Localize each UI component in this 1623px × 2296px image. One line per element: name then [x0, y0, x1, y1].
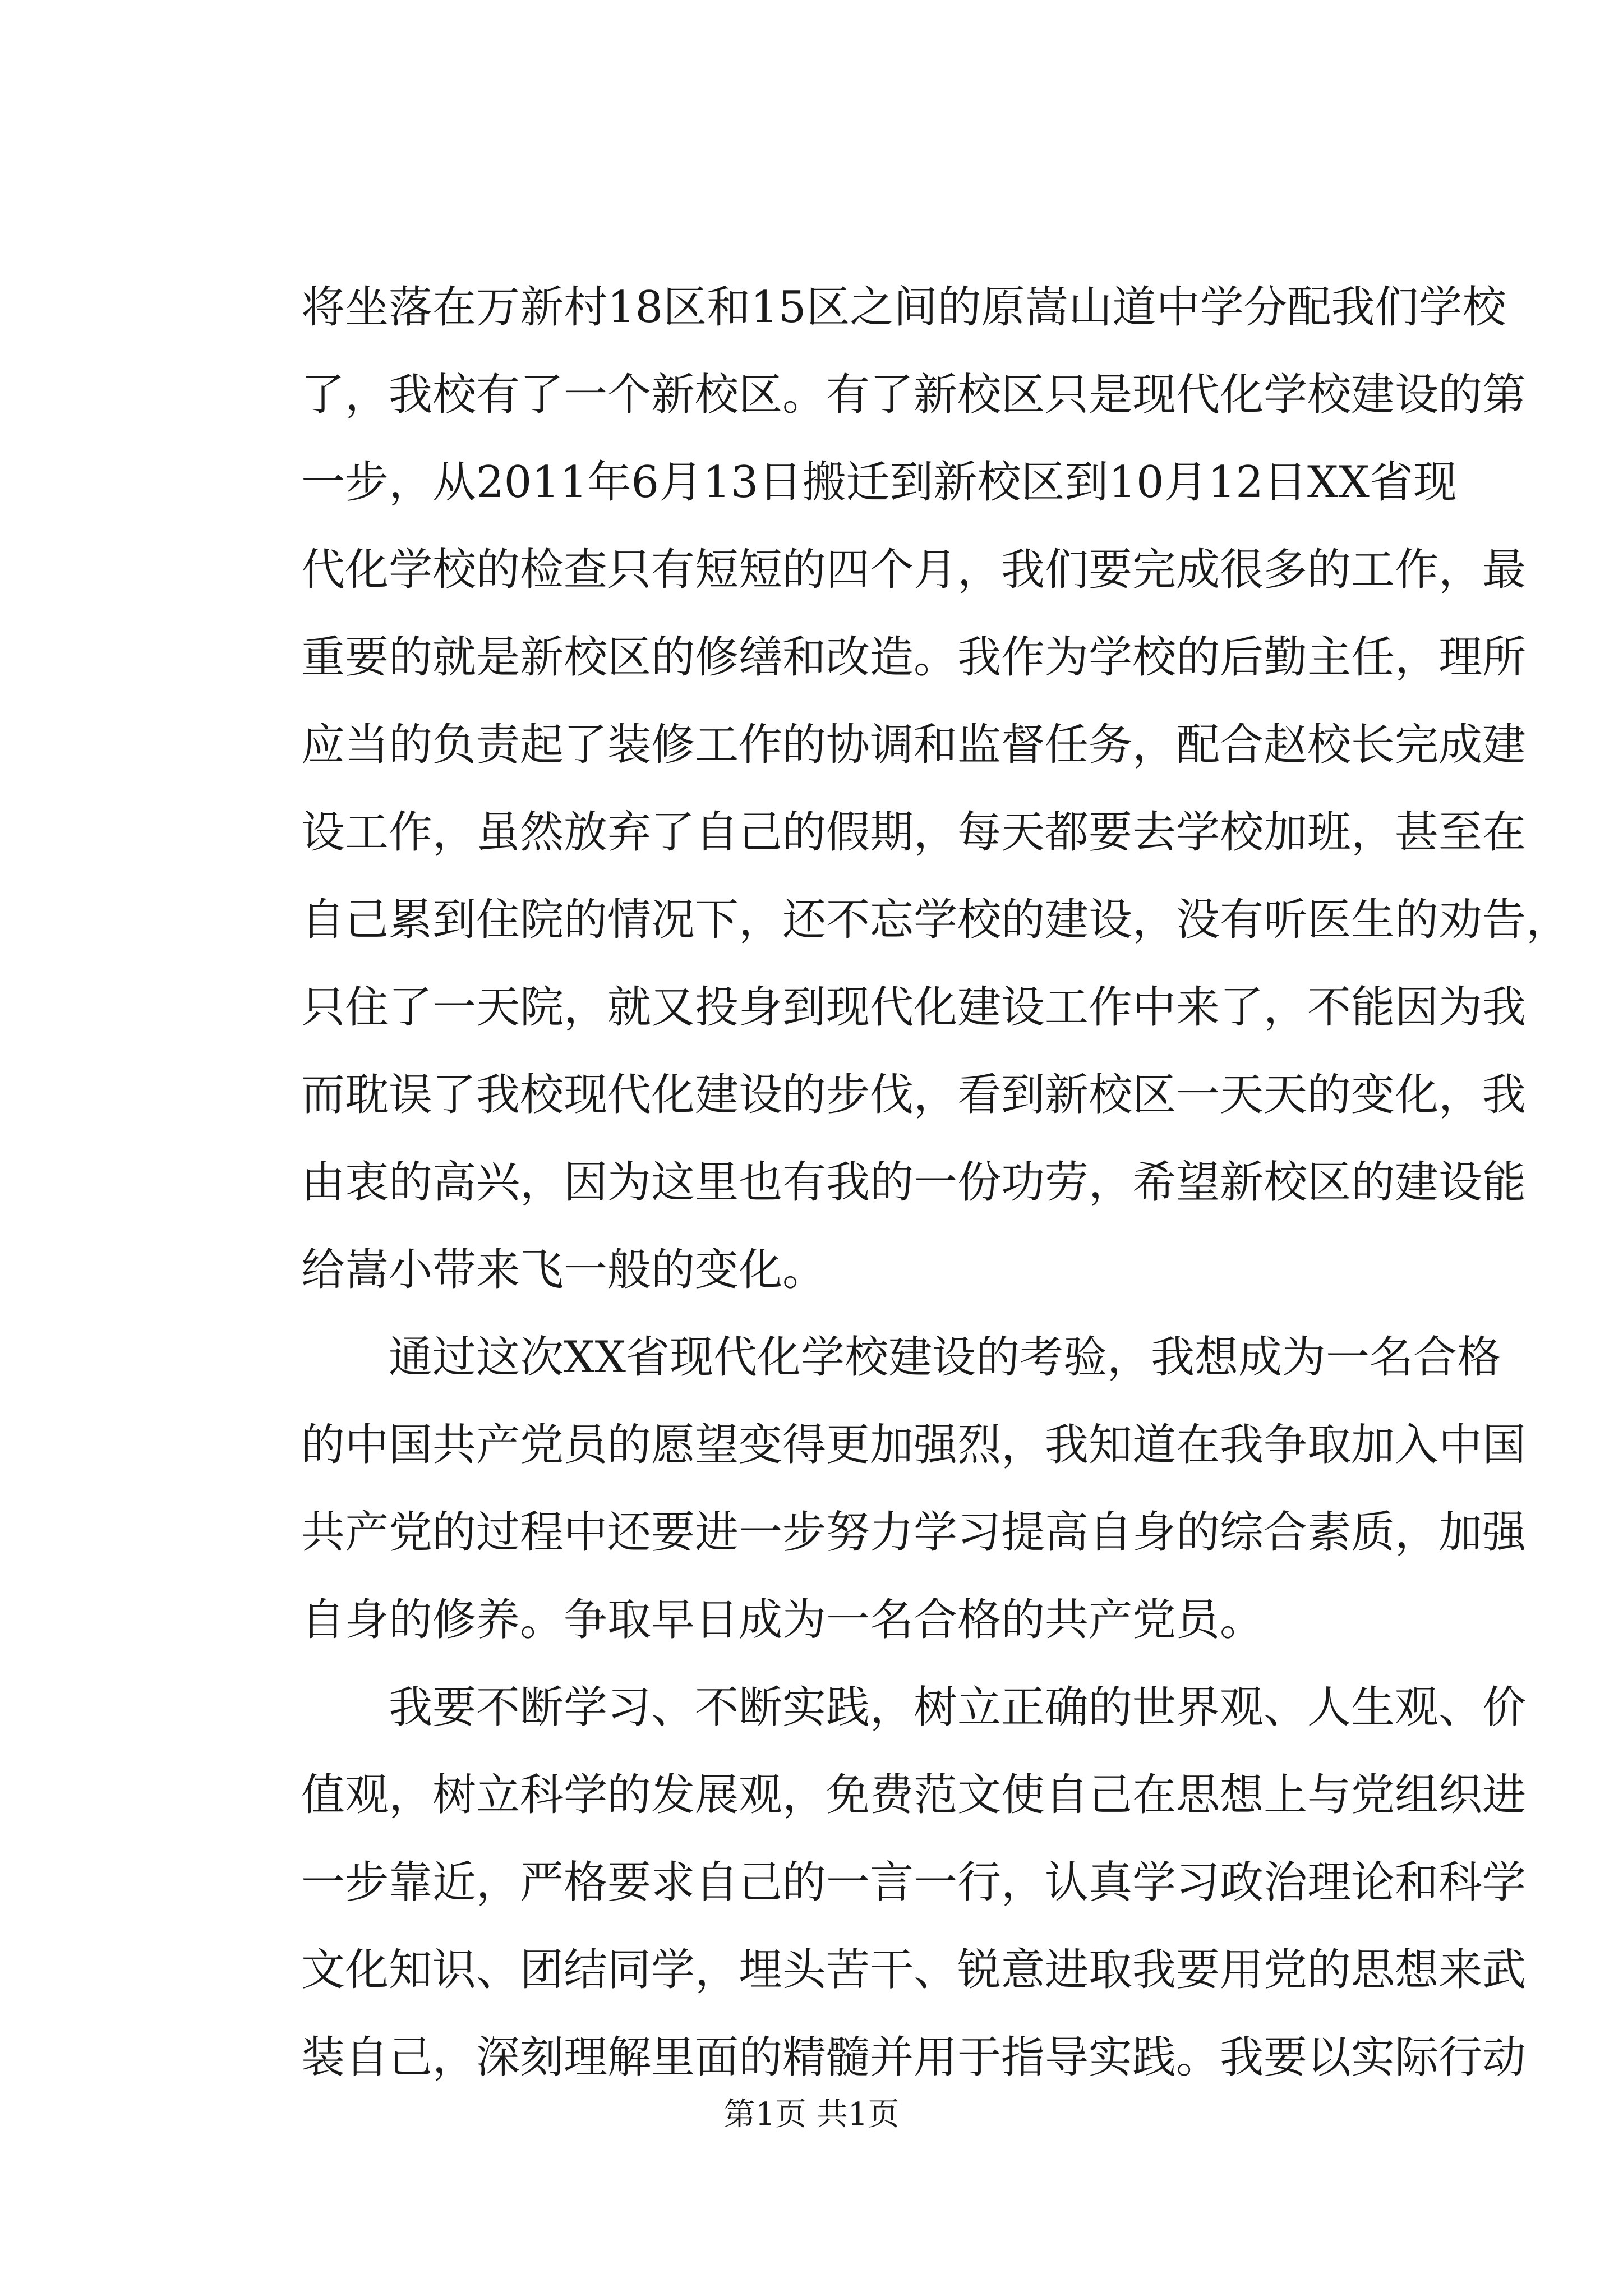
text-line: 将坐落在万新村18区和15区之间的原嵩山道中学分配我们学校: [301, 282, 1506, 333]
text-line: 只住了一天院，就又投身到现代化建设工作中来了，不能因为我: [301, 982, 1527, 1033]
text-line: 值观，树立科学的发展观，免费范文使自己在思想上与党组织进: [301, 1770, 1527, 1820]
text-line: 一步靠近，严格要求自己的一言一行，认真学习政治理论和科学: [301, 1857, 1527, 1908]
paragraph-first-line: 我要不断学习、不断实践，树立正确的世界观、人生观、价: [389, 1682, 1527, 1733]
page-footer: 第1页 共1页: [723, 2096, 900, 2133]
text-line: 而耽误了我校现代化建设的步伐，看到新校区一天天的变化，我: [301, 1070, 1527, 1120]
text-line: 应当的负责起了装修工作的协调和监督任务，配合赵校长完成建: [301, 720, 1527, 770]
document-body: [301, 264, 1570, 2101]
text-line: 自己累到住院的情况下，还不忘学校的建设，没有听医生的劝告，: [301, 895, 1570, 945]
text-line: 由衷的高兴，因为这里也有我的一份功劳，希望新校区的建设能: [301, 1157, 1527, 1208]
text-line: 的中国共产党员的愿望变得更加强烈，我知道在我争取加入中国: [301, 1420, 1527, 1470]
text-line: 一步，从2011年6月13日搬迁到新校区到10月12日XX省现: [301, 457, 1457, 508]
paragraph-first-line: 通过这次XX省现代化学校建设的考验，我想成为一名合格: [389, 1332, 1501, 1383]
text-line: 共产党的过程中还要进一步努力学习提高自身的综合素质，加强: [301, 1507, 1527, 1558]
paragraph-end-line: 自身的修养。争取早日成为一名合格的共产党员。: [301, 1595, 1264, 1645]
text-line: 文化知识、团结同学，埋头苦干、锐意进取我要用党的思想来武: [301, 1945, 1527, 1995]
text-line: 重要的就是新校区的修缮和改造。我作为学校的后勤主任，理所: [301, 632, 1527, 683]
text-line: 装自己，深刻理解里面的精髓并用于指导实践。我要以实际行动: [301, 2032, 1527, 2083]
text-line: 代化学校的检查只有短短的四个月，我们要完成很多的工作，最: [301, 545, 1527, 595]
paragraph-end-line: 给嵩小带来飞一般的变化。: [301, 1245, 827, 1295]
text-line: 了，我校有了一个新校区。有了新校区只是现代化学校建设的第: [301, 370, 1527, 420]
text-line: 设工作，虽然放弃了自己的假期，每天都要去学校加班，甚至在: [301, 807, 1527, 858]
